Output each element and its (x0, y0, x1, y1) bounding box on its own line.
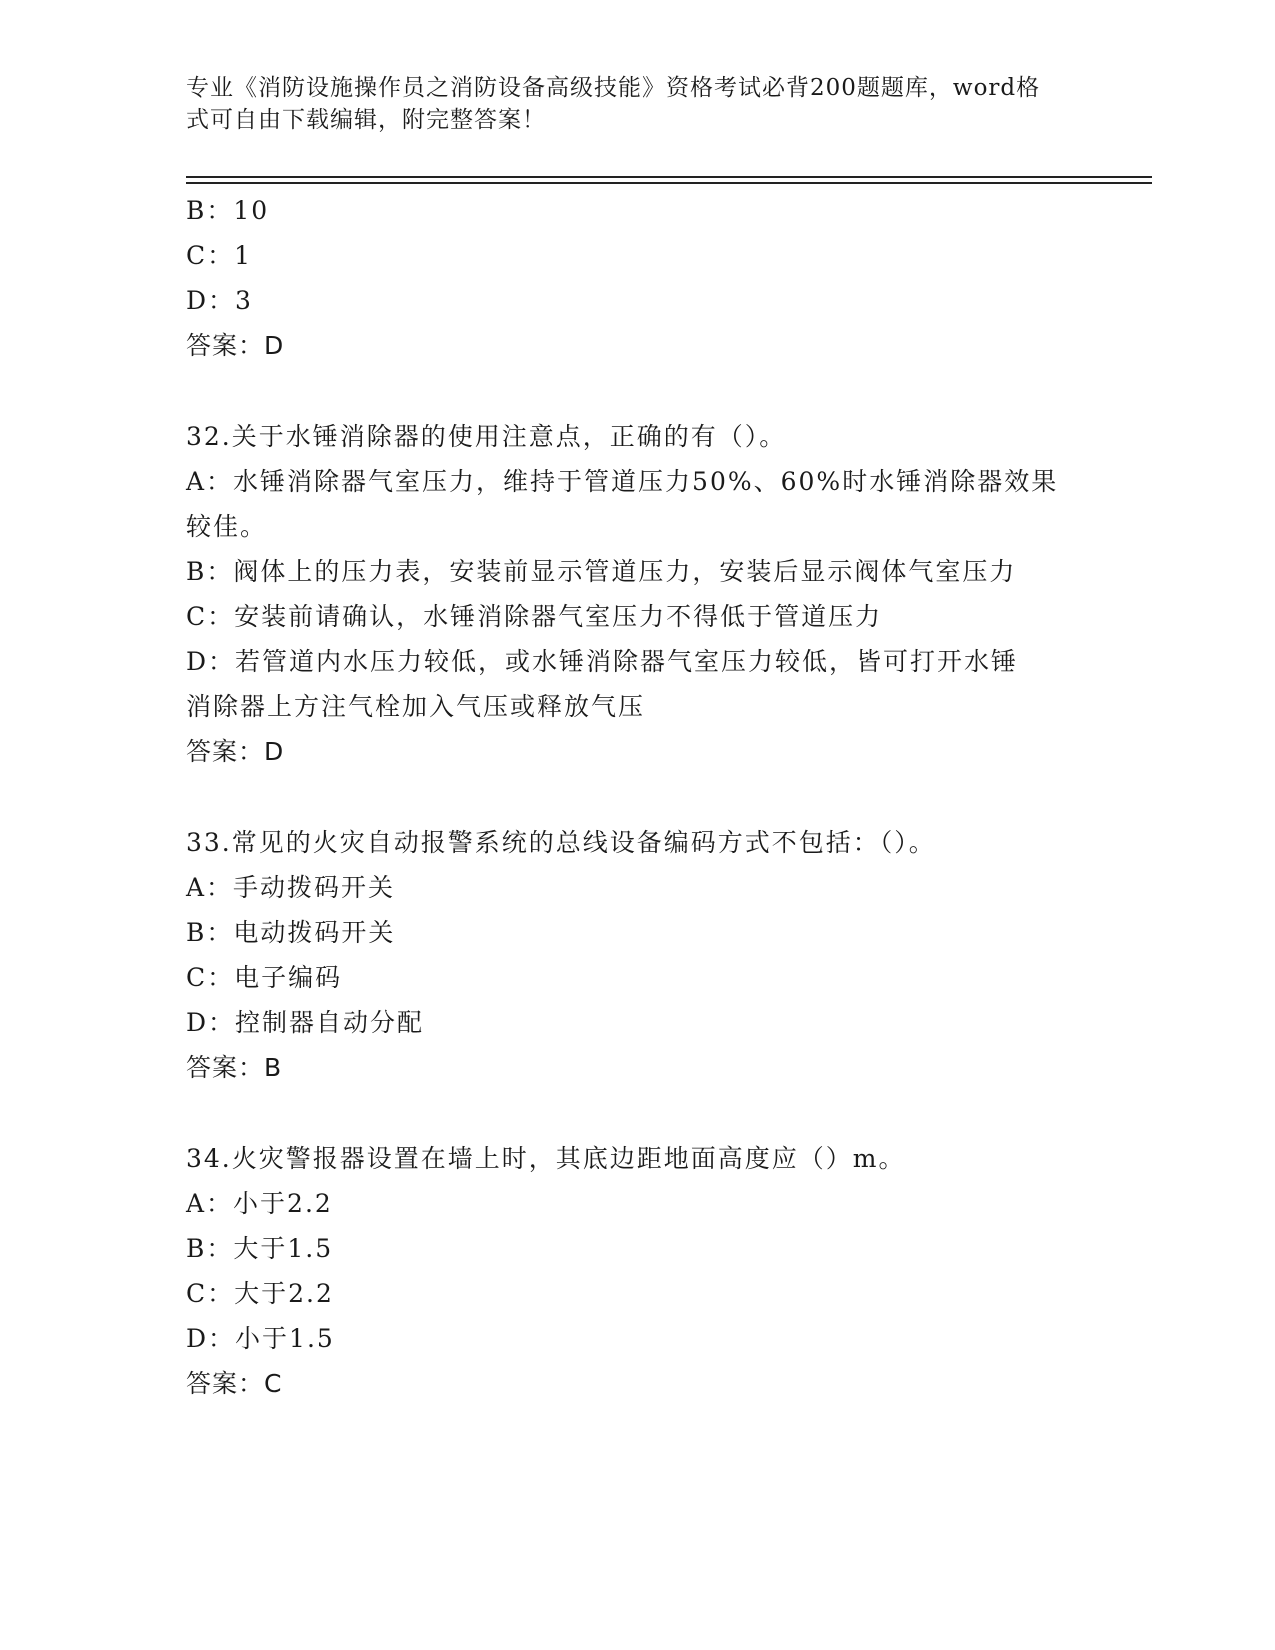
question-text: 33.常见的火灾自动报警系统的总线设备编码方式不包括：（）。 (186, 828, 936, 857)
option-d: D：3 (186, 286, 253, 315)
option-a: A：手动拨码开关 (186, 873, 396, 902)
header-line-1: 专业《消防设施操作员之消防设备高级技能》资格考试必背200题题库，word格 (186, 75, 1041, 101)
question-32 (186, 414, 1086, 774)
header-divider-bottom (186, 182, 1152, 184)
question-text: 32.关于水锤消除器的使用注意点，正确的有（）。 (186, 422, 787, 451)
option-a: A：小于2.2 (186, 1189, 333, 1218)
question-34 (186, 1136, 1086, 1406)
answer: 答案：D (186, 737, 285, 766)
spacer (186, 368, 1086, 414)
option-c: C：1 (186, 241, 253, 270)
option-d: D：小于1.5 (186, 1324, 335, 1353)
answer: 答案：C (186, 1369, 283, 1398)
question-text: 34.火灾警报器设置在墙上时，其底边距地面高度应（）m。 (186, 1144, 906, 1173)
question-list (186, 188, 1086, 1406)
answer: 答案：B (186, 1053, 283, 1082)
option-d: D：若管道内水压力较低，或水锤消除器气室压力较低，皆可打开水锤 (186, 647, 1019, 676)
answer: 答案：D (186, 331, 285, 360)
option-a: A：水锤消除器气室压力，维持于管道压力50%、60%时水锤消除器效果 (186, 467, 1059, 496)
header-divider-top (186, 176, 1152, 178)
option-a-continued: 较佳。 (186, 512, 268, 541)
spacer (186, 1090, 1086, 1136)
header-line-2: 式可自由下载编辑，附完整答案！ (186, 107, 546, 133)
option-c: C：安装前请确认，水锤消除器气室压力不得低于管道压力 (186, 602, 883, 631)
option-d: D：控制器自动分配 (186, 1008, 425, 1037)
option-b: B：阀体上的压力表，安装前显示管道压力，安装后显示阀体气室压力 (186, 557, 1017, 586)
document-header (186, 72, 1066, 136)
option-c: C：大于2.2 (186, 1279, 334, 1308)
option-d-continued: 消除器上方注气栓加入气压或释放气压 (186, 692, 646, 721)
question-31-tail (186, 188, 1086, 368)
spacer (186, 774, 1086, 820)
option-b: B：10 (186, 196, 270, 225)
question-33 (186, 820, 1086, 1090)
option-b: B：大于1.5 (186, 1234, 334, 1263)
option-b: B：电动拨码开关 (186, 918, 396, 947)
option-c: C：电子编码 (186, 963, 343, 992)
